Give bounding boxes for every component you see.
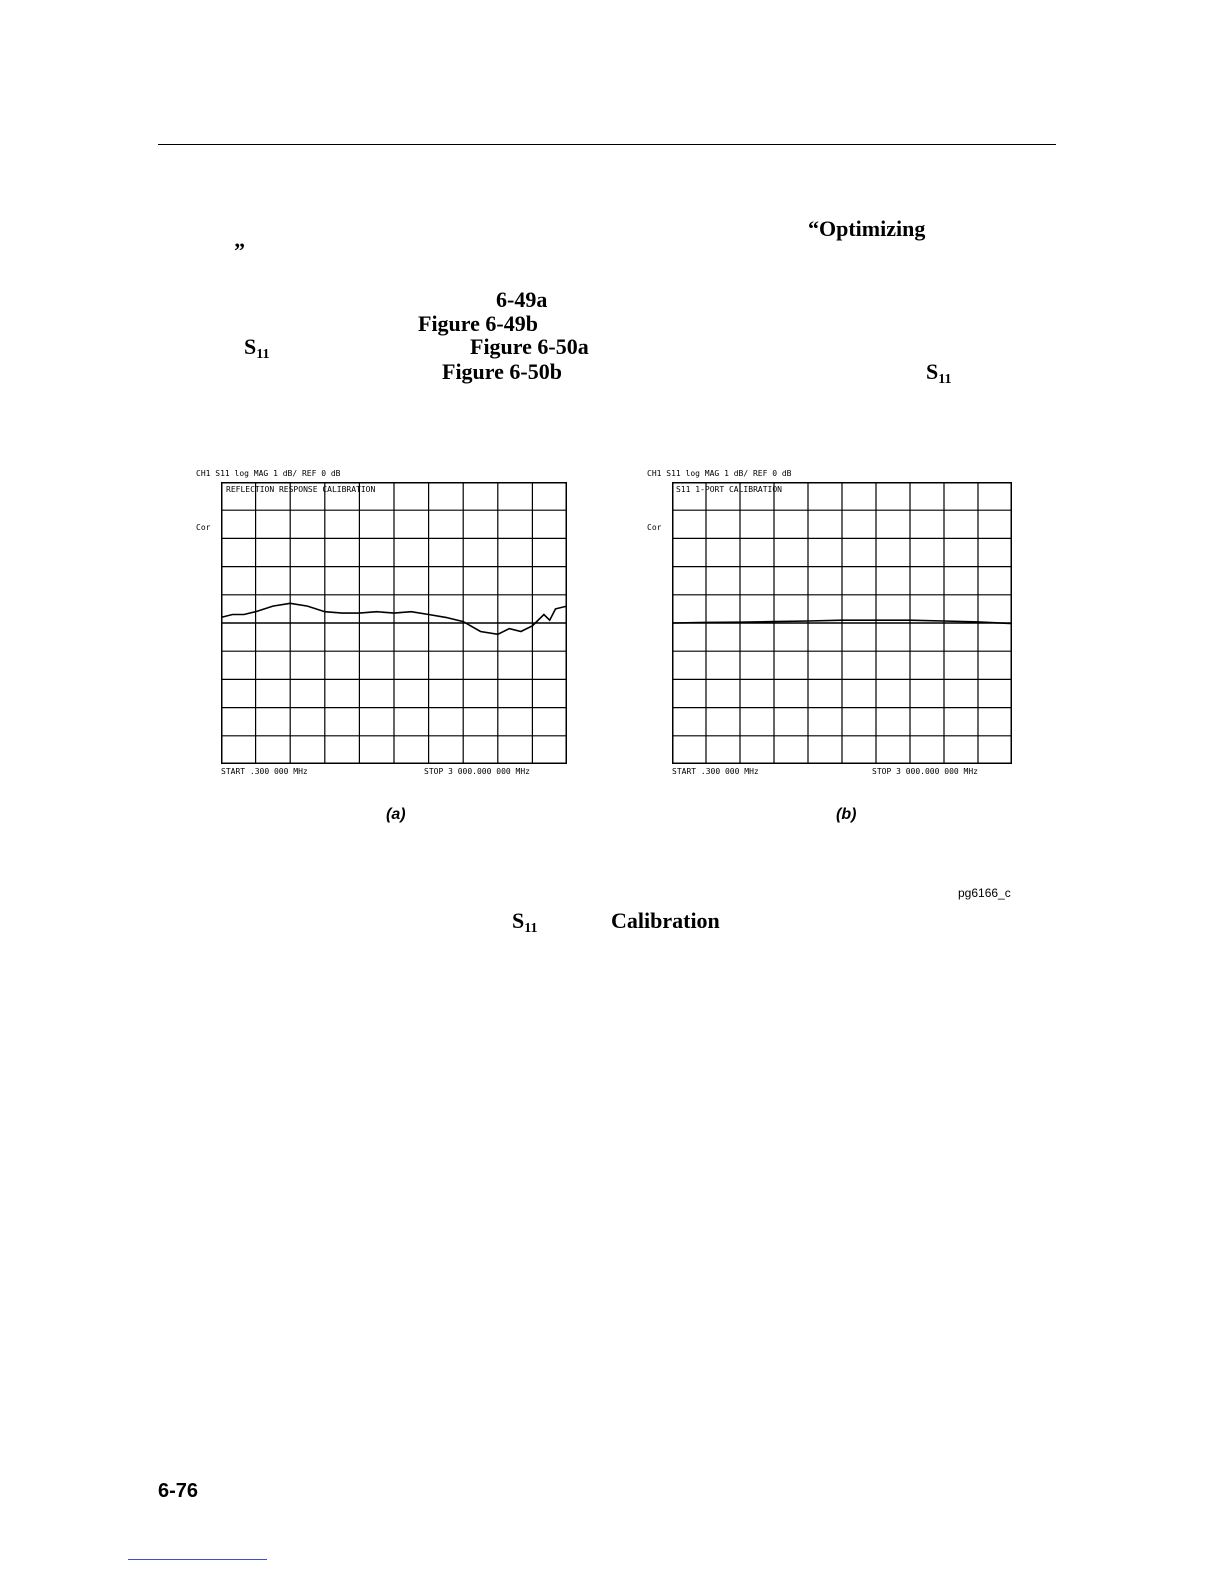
figure-ref-6-50a: Figure 6-50a	[470, 334, 589, 359]
s11-symbol-1: S11	[244, 334, 270, 362]
plot-a-header: CH1 S11 log MAG 1 dB/ REF 0 dB	[196, 469, 341, 478]
page-number: 6-76	[158, 1480, 199, 1502]
plot-b-annotation: S11 1-PORT CALIBRATION	[676, 485, 782, 494]
s11-symbol-2: S11	[926, 359, 952, 387]
figure-ref-6-49a: 6-49a	[496, 287, 548, 312]
plot-a-annotation: REFLECTION RESPONSE CALIBRATION	[226, 485, 376, 494]
plot-a-stop: STOP 3 000.000 000 MHz	[424, 767, 530, 776]
plot-b-cor-label: Cor	[647, 523, 662, 532]
figure-title-s11: S11	[512, 908, 538, 936]
text-optimizing: “Optimizing	[808, 216, 926, 241]
figure-ref-6-50b: Figure 6-50b	[442, 359, 562, 384]
plot-a-cor-label: Cor	[196, 523, 211, 532]
figure-ref-6-49b: Figure 6-49b	[418, 311, 538, 336]
plot-a-caption: (a)	[386, 806, 406, 823]
figure-id: pg6166_c	[958, 886, 1011, 900]
header-rule	[158, 144, 1056, 145]
plot-a-chart	[221, 482, 567, 764]
figure-title-calibration: Calibration	[611, 908, 720, 933]
plot-b-start: START .300 000 MHz	[672, 767, 759, 776]
text-close-quote: ”	[234, 238, 245, 263]
plot-b-caption: (b)	[836, 806, 857, 823]
plot-b-chart	[672, 482, 1012, 764]
footer-link-underline	[128, 1559, 267, 1560]
plot-a-start: START .300 000 MHz	[221, 767, 308, 776]
plot-b-stop: STOP 3 000.000 000 MHz	[872, 767, 978, 776]
plot-b-header: CH1 S11 log MAG 1 dB/ REF 0 dB	[647, 469, 792, 478]
